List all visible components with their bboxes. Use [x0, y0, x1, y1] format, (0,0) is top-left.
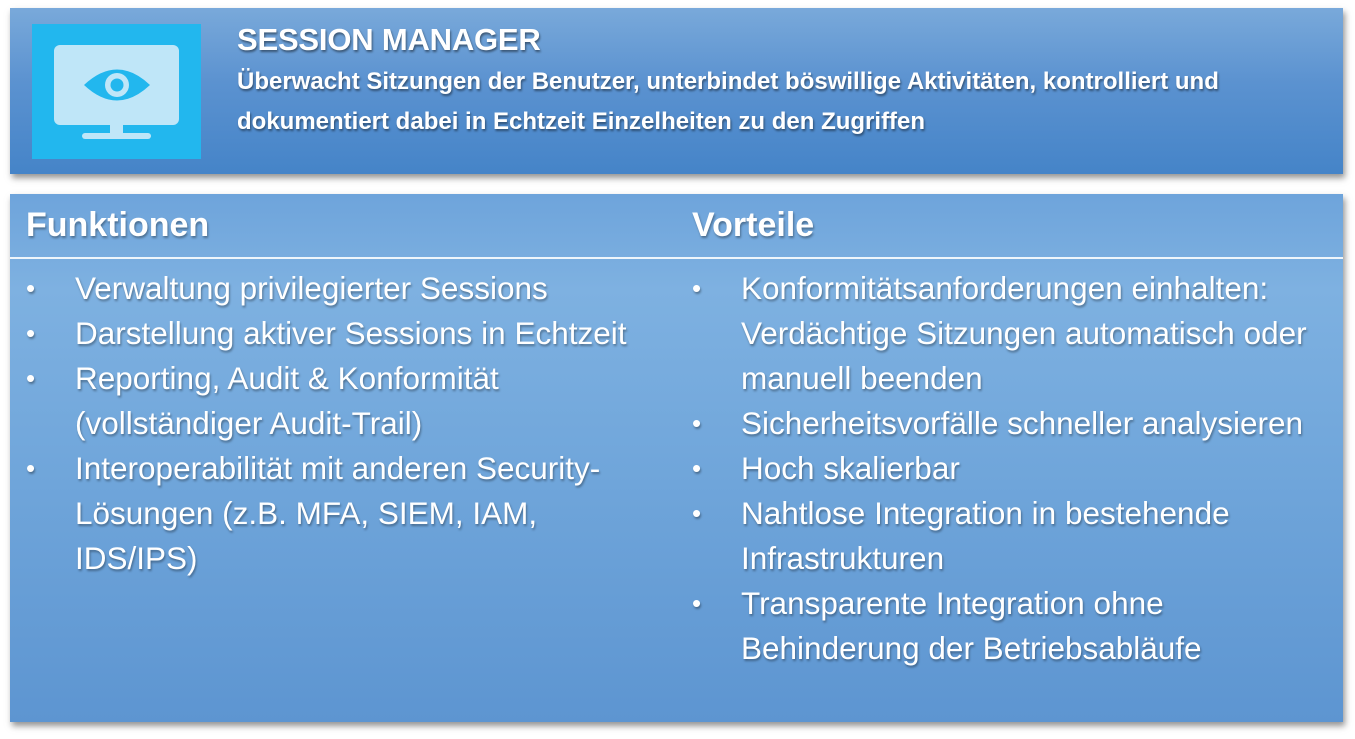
- list-item: • Hoch skalierbar: [692, 446, 1332, 491]
- list-item: • Interoperabilität mit anderen Security-Lösungen (z.B. MFA, SIEM, IAM, IDS/IPS): [26, 446, 666, 581]
- benefits-heading: Vorteile: [692, 206, 815, 244]
- monitor-eye-icon: [32, 24, 201, 159]
- list-item: • Konformitätsanforderungen einhalten: Verdächtige Sitzungen automatisch oder manuell beenden: [692, 266, 1332, 401]
- functions-list: [26, 266, 666, 581]
- list-item: • Sicherheitsvorfälle schneller analysieren: [692, 401, 1332, 446]
- list-item: • Transparente Integration ohne Behinderung der Betriebsabläufe: [692, 581, 1332, 671]
- list-item: • Verwaltung privilegierter Sessions: [26, 266, 666, 311]
- benefits-list: [692, 266, 1332, 671]
- list-item: • Darstellung aktiver Sessions in Echtzeit: [26, 311, 666, 356]
- functions-heading: Funktionen: [26, 206, 210, 244]
- content-panel: [10, 194, 1343, 722]
- header-divider: [10, 257, 1343, 259]
- page-subtitle: Überwacht Sitzungen der Benutzer, unterbindet böswillige Aktivitäten, kontrolliert und dokumentiert dabei in Echtzeit Einzelheiten zu den Zugriffen: [237, 68, 1219, 135]
- list-item: • Nahtlose Integration in bestehende Infrastrukturen: [692, 491, 1332, 581]
- page-title: SESSION MANAGER: [237, 22, 541, 57]
- list-item: • Reporting, Audit & Konformität (vollständiger Audit-Trail): [26, 356, 666, 446]
- header-banner: [10, 8, 1343, 174]
